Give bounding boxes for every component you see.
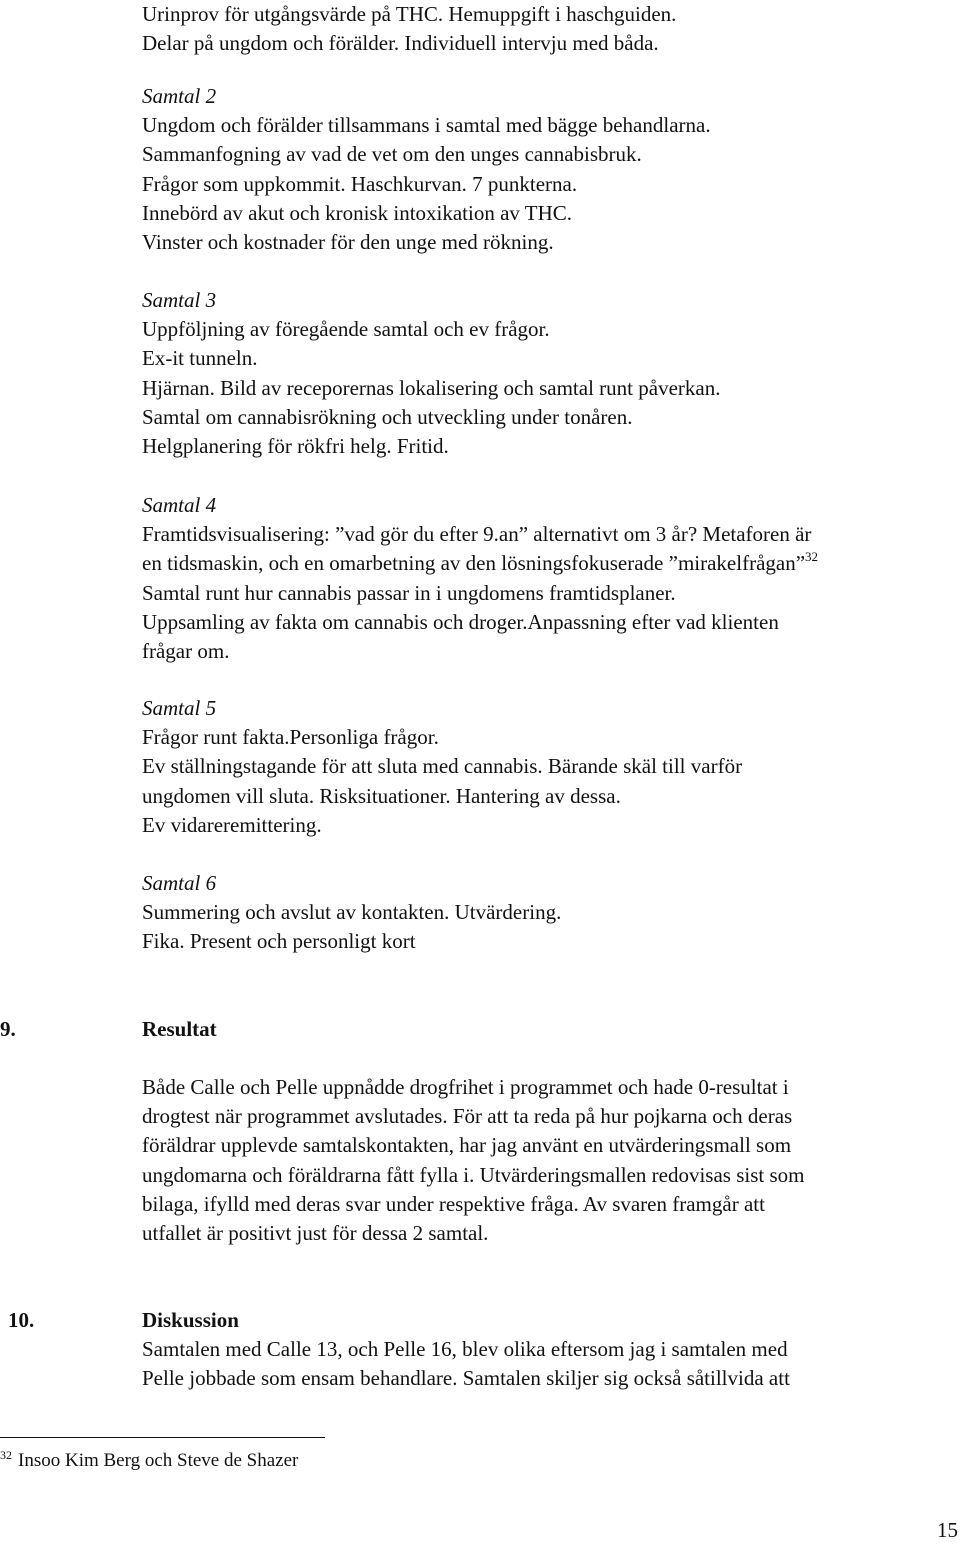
session-heading: Samtal 5	[142, 696, 217, 720]
section-number: 9.	[0, 1017, 16, 1041]
text-line: Sammanfogning av vad de vet om den unges cannabisbruk.	[142, 142, 642, 167]
session-6	[142, 869, 942, 957]
text-line: Delar på ungdom och förälder. Individuell intervju med båda.	[142, 31, 659, 56]
footnote-reference[interactable]: 32	[805, 549, 819, 565]
text-line: Summering och avslut av kontakten. Utvärdering.	[142, 900, 562, 925]
results-paragraph	[142, 1073, 942, 1248]
footnote-text: Insoo Kim Berg och Steve de Shazer	[18, 1450, 299, 1471]
page-number: 15	[937, 1518, 958, 1542]
text-line: Fika. Present och personligt kort	[142, 929, 416, 954]
session-5	[142, 694, 942, 840]
session-heading: Samtal 6	[142, 871, 217, 895]
text-line: Urinprov för utgångsvärde på THC. Hemuppgift i haschguiden.	[142, 2, 677, 26]
text-line	[142, 549, 942, 578]
text-line: Hjärnan. Bild av receporernas lokalisering och samtal runt påverkan.	[142, 375, 721, 400]
session-3	[142, 286, 942, 461]
text-line: Samtal om cannabisrökning och utveckling under tonåren.	[142, 404, 633, 429]
text-line: Uppföljning av föregående samtal och ev frågor.	[142, 317, 550, 342]
text-line: Ev ställningstagande för att sluta med cannabis. Bärande skäl till varför	[142, 754, 743, 779]
footnote	[0, 1446, 298, 1475]
text-line: Vinster och kostnader för den unge med rökning.	[142, 229, 554, 254]
footnote-marker: 32	[0, 1448, 12, 1462]
text-line: Samtalen med Calle 13, och Pelle 16, blev olika eftersom jag i samtalen med	[142, 1337, 788, 1361]
text-line: Helgplanering för rökfri helg. Fritid.	[142, 433, 449, 458]
text-line: Pelle jobbade som ensam behandlare. Samtalen skiljer sig också såtillvida att	[142, 1366, 790, 1391]
text-line: Ungdom och förälder tillsammans i samtal med bägge behandlarna.	[142, 113, 711, 138]
text-line: Uppsamling av fakta om cannabis och droger.Anpassning efter vad klienten	[142, 609, 779, 634]
text-fragment: en tidsmaskin, och en omarbetning av den lösningsfokuserade ”mirakelfrågan”	[142, 551, 806, 576]
session-2	[142, 82, 942, 257]
section-number: 10.	[8, 1308, 35, 1332]
session-4	[142, 491, 942, 666]
session-heading: Samtal 3	[142, 288, 217, 312]
text-line: Innebörd av akut och kronisk intoxikation av THC.	[142, 200, 573, 225]
text-line: Ex-it tunneln.	[142, 346, 258, 371]
text-line: ungdomen vill sluta. Risksituationer. Hantering av dessa.	[142, 783, 621, 808]
text-line: frågar om.	[142, 638, 230, 663]
text-line: Framtidsvisualisering: ”vad gör du efter 9.an” alternativt om 3 år? Metaforen är	[142, 522, 812, 547]
text-line: Ev vidareremittering.	[142, 812, 322, 837]
discussion-paragraph	[142, 1335, 942, 1393]
section-title: Resultat	[142, 1017, 217, 1041]
session-heading: Samtal 2	[142, 84, 217, 108]
footnote-divider	[0, 1437, 325, 1438]
text-line: Frågor som uppkommit. Haschkurvan. 7 punkterna.	[142, 171, 578, 196]
text-line: bilaga, ifylld med deras svar under respektive fråga. Av svaren framgår att	[142, 1191, 765, 1216]
intro-paragraph	[142, 0, 942, 58]
text-line: utfallet är positivt just för dessa 2 samtal.	[142, 1220, 489, 1245]
section-title: Diskussion	[142, 1308, 239, 1332]
session-heading: Samtal 4	[142, 493, 217, 517]
text-line: drogtest när programmet avslutades. För att ta reda på hur pojkarna och deras	[142, 1104, 793, 1129]
text-line: Frågor runt fakta.Personliga frågor.	[142, 725, 439, 750]
text-line: föräldrar upplevde samtalskontakten, har jag använt en utvärderingsmall som	[142, 1133, 792, 1158]
text-line: Samtal runt hur cannabis passar in i ungdomens framtidsplaner.	[142, 580, 676, 605]
text-line: ungdomarna och föräldrarna fått fylla i. Utvärderingsmallen redovisas sist som	[142, 1162, 805, 1187]
text-line: Både Calle och Pelle uppnådde drogfrihet i programmet och hade 0-resultat i	[142, 1075, 789, 1099]
